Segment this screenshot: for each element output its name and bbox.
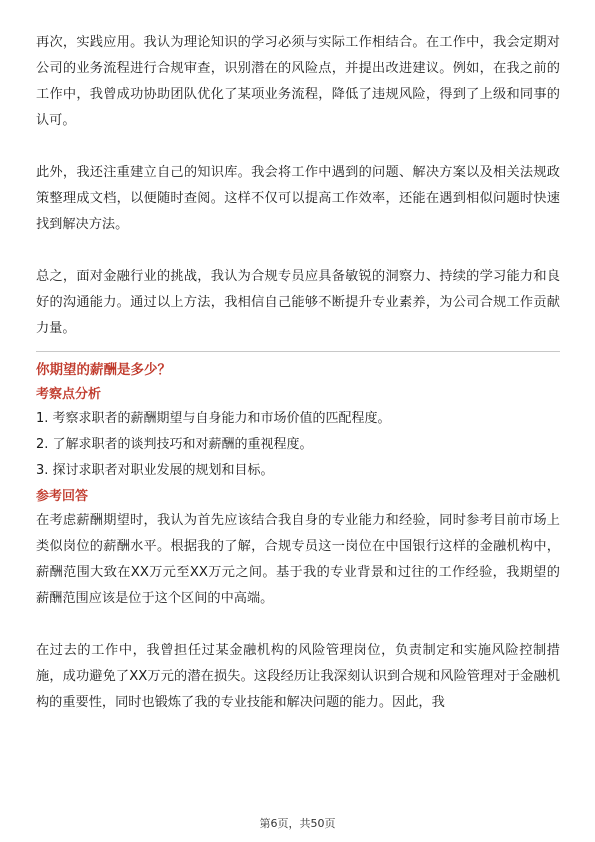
- section-divider: [36, 351, 560, 352]
- analysis-item: 1. 考察求职者的薪酬期望与自身能力和市场价值的匹配程度。: [36, 411, 391, 426]
- answer-paragraph: 在过去的工作中，我曾担任过某金融机构的风险管理岗位，负责制定和实施风险控制措施，成功避免了XX万元的潜在损失。这段经历让我深刻认识到合规和风险管理对于金融机构的重要性，同时也锻炼了我的专业技能和解决问题的能力。因此，我: [36, 643, 560, 710]
- page-footer: 第6页，共50页: [259, 817, 336, 830]
- analysis-item: 2. 了解求职者的谈判技巧和对薪酬的重视程度。: [36, 437, 313, 452]
- paragraph: 再次，实践应用。我认为理论知识的学习必须与实际工作相结合。在工作中，我会定期对公司的业务流程进行合规审查，识别潜在的风险点，并提出改进建议。例如，在我之前的工作中，我曾成功协助团队优化了某项业务流程，降低了违规风险，得到了上级和同事的认可。: [36, 35, 560, 128]
- analysis-heading: 考察点分析: [36, 387, 102, 402]
- page-content: [36, 30, 560, 716]
- answer-heading: 参考回答: [36, 489, 89, 504]
- analysis-item: 3. 探讨求职者对职业发展的规划和目标。: [36, 463, 274, 478]
- paragraph: 此外，我还注重建立自己的知识库。我会将工作中遇到的问题、解决方案以及相关法规政策整理成文档，以便随时查阅。这样不仅可以提高工作效率，还能在遇到相似问题时快速找到解决方法。: [36, 165, 560, 232]
- paragraph: 总之，面对金融行业的挑战，我认为合规专员应具备敏锐的洞察力、持续的学习能力和良好的沟通能力。通过以上方法，我相信自己能够不断提升专业素养，为公司合规工作贡献力量。: [36, 269, 560, 336]
- answer-paragraph: 在考虑薪酬期望时，我认为首先应该结合我自身的专业能力和经验，同时参考目前市场上类似岗位的薪酬水平。根据我的了解，合规专员这一岗位在中国银行这样的金融机构中，薪酬范围大致在XX万元至XX万元之间。基于我的专业背景和过往的工作经验，我期望的薪酬范围应该是位于这个区间的中高端。: [36, 513, 560, 606]
- question-heading: 你期望的薪酬是多少？: [36, 362, 171, 378]
